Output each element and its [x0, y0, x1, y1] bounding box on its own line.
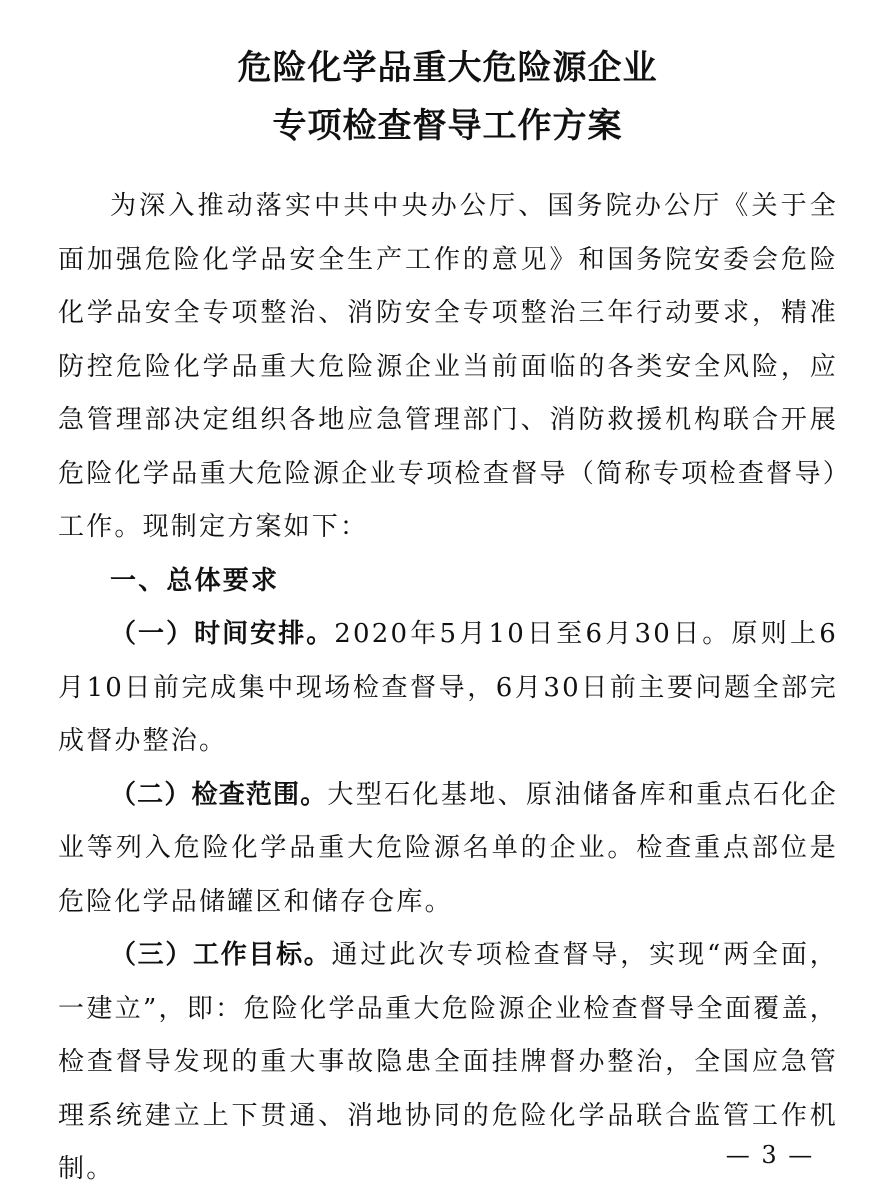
item-lead-inspection-scope: （二）检查范围。 [110, 779, 328, 810]
item-lead-work-objectives: （三）工作目标。 [110, 940, 332, 970]
item-paragraph-inspection-scope [58, 769, 838, 930]
item-text-inspection-scope: 大型石化基地、原油储备库和重点石化企业等列入危险化学品重大危险源名单的企业。检查重点部位是危险化学品储罐区和储存仓库。 [58, 779, 838, 917]
document-title-line-1: 危险化学品重大危险源企业 [237, 48, 658, 88]
page-number: — 3 — [725, 1141, 815, 1169]
section-heading-overall-requirements: 一、总体要求 [110, 565, 280, 596]
item-lead-time-schedule: （一）时间安排。 [110, 619, 335, 649]
item-text-work-objectives: 通过此次专项检查督导，实现“两全面，一建立”，即：危险化学品重大危险源企业检查督导全面覆盖，检查督导发现的重大事故隐患全面挂牌督办整治，全国应急管理系统建立上下贯通、消地协同的危险化学品联合监管工作机制。 [58, 940, 838, 1184]
intro-paragraph: 为深入推动落实中共中央办公厅、国务院办公厅《关于全面加强危险化学品安全生产工作的意见》和国务院安委会危险化学品安全专项整治、消防安全专项整治三年行动要求，精准防控危险化学品重大危险源企业当前面临的各类安全风险，应急管理部决定组织各地应急管理部门、消防救援机构联合开展危险化学品重大危险源企业专项检查督导（简称专项检查督导）工作。现制定方案如下： [58, 191, 838, 542]
document-title-line-2: 专项检查督导工作方案 [272, 106, 623, 146]
item-paragraph-time-schedule [58, 608, 838, 769]
document-body [58, 180, 838, 1197]
item-text-time-schedule: 2020年5月10日至6月30日。原则上6月10日前完成集中现场检查督导，6月30日前主要问题全部完成督办整治。 [58, 619, 838, 756]
